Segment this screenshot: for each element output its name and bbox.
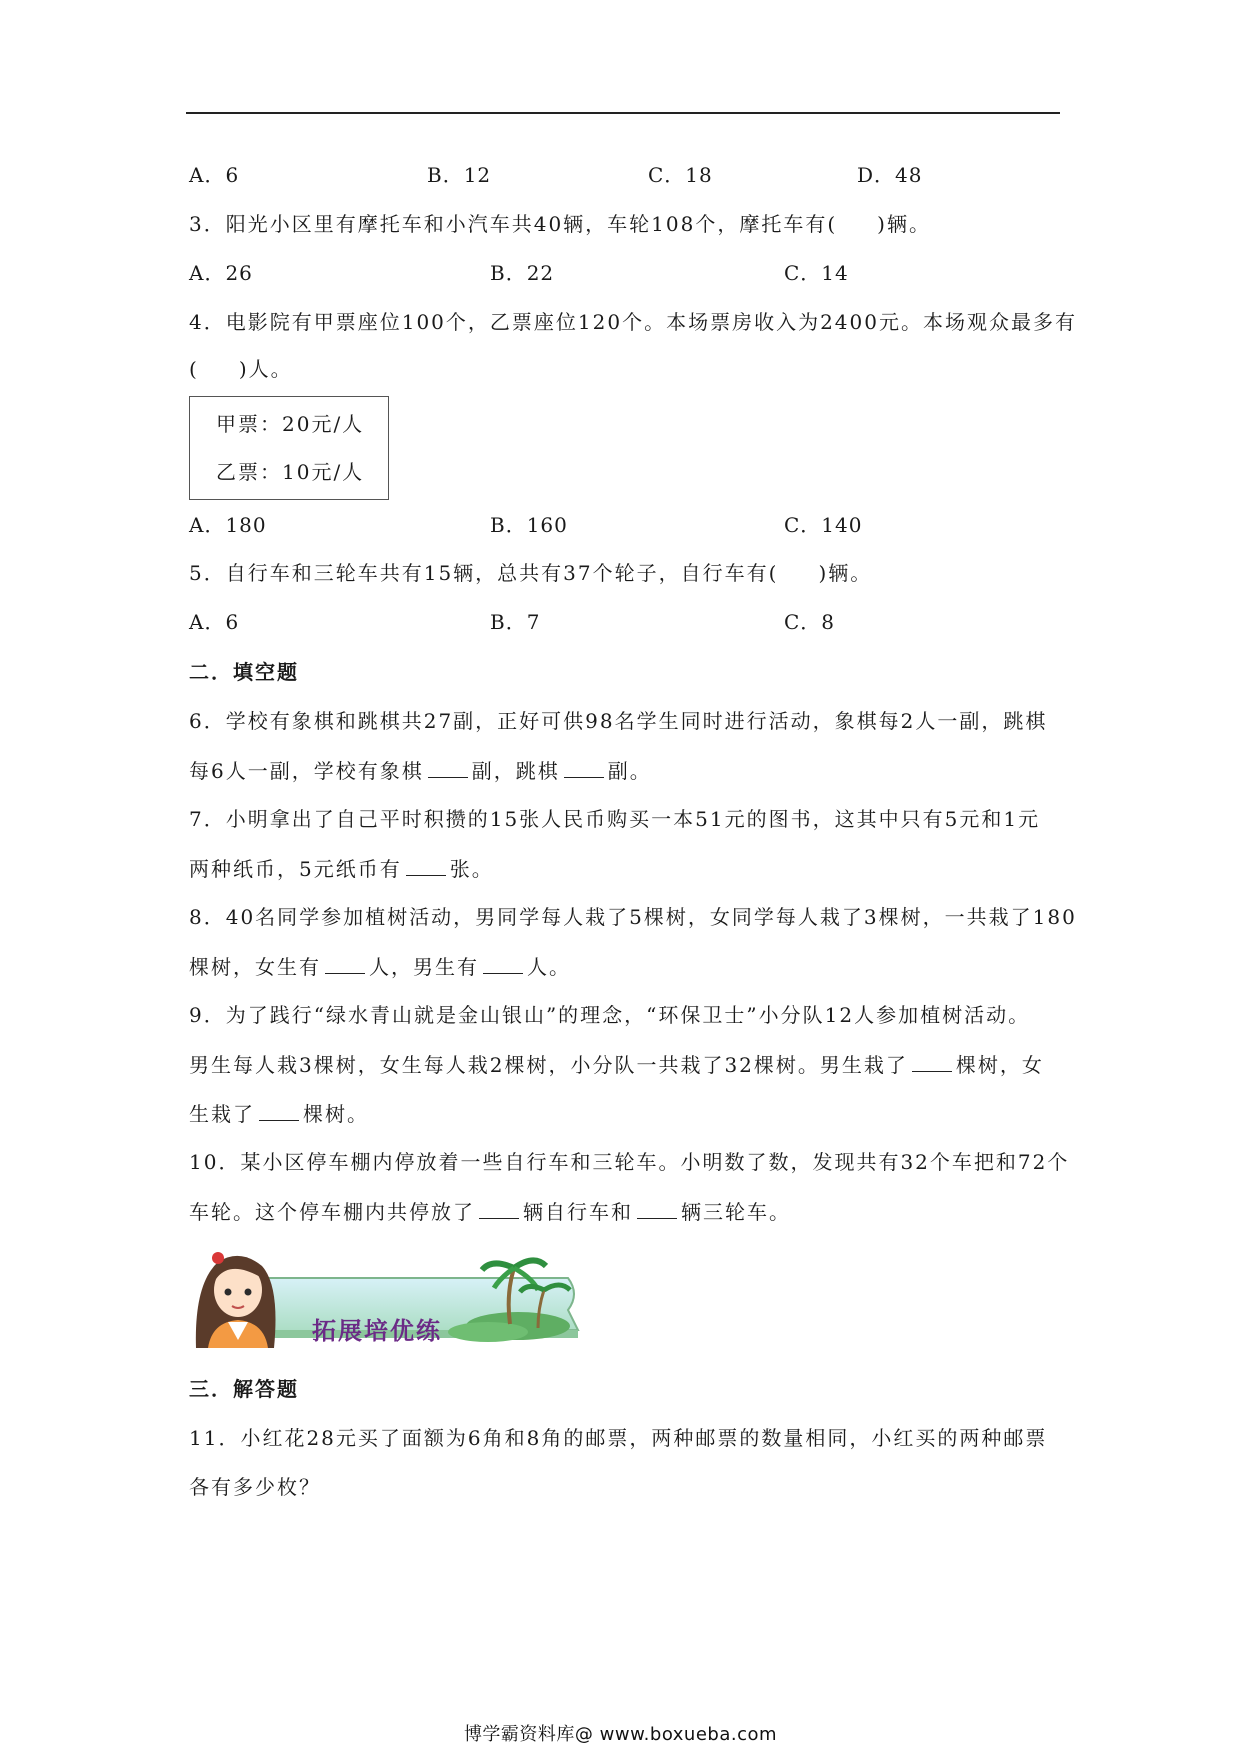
q9-question-line2	[189, 1051, 1044, 1078]
q5-option-c: C．8	[784, 610, 836, 634]
answer-blank[interactable]	[428, 757, 468, 778]
q11-question-line2: 各有多少枚？	[189, 1475, 321, 1499]
q9-question-line1: 9．为了践行“绿水青山就是金山银山”的理念，“环保卫士”小分队12人参加植树活动。	[189, 1003, 1031, 1027]
q10-line2-a: 车轮。这个停车棚内共停放了	[189, 1200, 475, 1224]
q4-option-c: C．140	[784, 513, 863, 537]
q3-option-b: B．22	[490, 261, 555, 285]
q5-question	[189, 560, 872, 586]
q7-line2-b: 张。	[449, 857, 494, 881]
q4-question-line1: 4．电影院有甲票座位100个，乙票座位120个。本场票房收入为2400元。本场观众最多有	[189, 310, 1077, 334]
q3-text-before: 3．阳光小区里有摩托车和小汽车共40辆，车轮108个，摩托车有(	[189, 212, 838, 236]
q9-line3-b: 棵树。	[303, 1102, 369, 1126]
q5-text-before: 5．自行车和三轮车共有15辆，总共有37个轮子，自行车有(	[189, 561, 779, 585]
q9-question-line3	[189, 1100, 369, 1127]
q8-line2-c: 人。	[527, 955, 571, 979]
q10-question-line1: 10．某小区停车棚内停放着一些自行车和三轮车。小明数了数，发现共有32个车把和72个	[189, 1150, 1070, 1174]
q2-option-d: D．48	[857, 163, 923, 187]
q8-question-line1: 8．40名同学参加植树活动，男同学每人栽了5棵树，女同学每人栽了3棵树，一共栽了180	[189, 905, 1077, 929]
q8-question-line2	[189, 953, 571, 980]
q10-line2-b: 辆自行车和	[523, 1200, 633, 1224]
banner-label: 拓展培优练	[312, 1316, 442, 1345]
q9-line3-a: 生栽了	[189, 1102, 255, 1126]
answer-blank[interactable]	[406, 855, 446, 876]
price-ticket-a: 甲票：20元/人	[216, 412, 365, 436]
q3-option-a: A．26	[189, 261, 253, 285]
section-3-title: 三．解答题	[189, 1377, 299, 1401]
q2-option-a: A．6	[189, 163, 240, 187]
q4-option-b: B．160	[490, 513, 568, 537]
q7-question-line1: 7．小明拿出了自己平时积攒的15张人民币购买一本51元的图书，这其中只有5元和1元	[189, 807, 1041, 831]
q11-question-line1: 11．小红花28元买了面额为6角和8角的邮票，两种邮票的数量相同，小红买的两种邮票	[189, 1426, 1048, 1450]
q10-line2-c: 辆三轮车。	[681, 1200, 791, 1224]
q3-text-after: )辆。	[877, 212, 931, 236]
q4-option-a: A．180	[189, 513, 267, 537]
q4-line2-after: )人。	[238, 357, 293, 381]
answer-blank[interactable]	[325, 953, 365, 974]
answer-blank[interactable]	[564, 757, 604, 778]
q10-question-line2	[189, 1198, 791, 1225]
q9-line2-b: 棵树，女	[955, 1053, 1044, 1077]
q3-option-c: C．14	[784, 261, 849, 285]
footer-watermark: 博学霸资料库@ www.boxueba.com	[463, 1724, 778, 1745]
q6-question-line2	[189, 757, 652, 784]
answer-blank[interactable]	[479, 1198, 519, 1219]
answer-blank[interactable]	[912, 1051, 952, 1072]
answer-blank[interactable]	[259, 1100, 299, 1121]
q9-line2-a: 男生每人栽3棵树，女生每人栽2棵树，小分队一共栽了32棵树。男生栽了	[189, 1053, 908, 1077]
q2-option-c: C．18	[648, 163, 713, 187]
q7-line2-a: 两种纸币，5元纸币有	[189, 857, 402, 881]
q5-option-b: B．7	[490, 610, 541, 634]
q6-question-line1: 6．学校有象棋和跳棋共27副，正好可供98名学生同时进行活动，象棋每2人一副，跳棋	[189, 709, 1048, 733]
q6-line2-c: 副。	[607, 759, 652, 783]
section-2-title: 二．填空题	[189, 660, 299, 684]
girl-character-icon	[196, 1252, 276, 1348]
answer-blank[interactable]	[637, 1198, 677, 1219]
q3-question	[189, 211, 931, 237]
answer-blank[interactable]	[483, 953, 523, 974]
q7-question-line2	[189, 855, 494, 882]
q4-question-line2	[189, 356, 293, 382]
q8-line2-a: 棵树，女生有	[189, 955, 321, 979]
ticket-price-box	[189, 396, 389, 500]
q8-line2-b: 人，男生有	[369, 955, 479, 979]
header-rule	[186, 112, 1060, 114]
q6-line2-a: 每6人一副，学校有象棋	[189, 759, 424, 783]
q5-text-after: )辆。	[818, 561, 873, 585]
q5-option-a: A．6	[189, 610, 240, 634]
price-ticket-b: 乙票：10元/人	[216, 460, 365, 484]
q6-line2-b: 副，跳棋	[471, 759, 560, 783]
q4-line2-before: (	[189, 357, 199, 381]
q2-option-b: B．12	[427, 163, 492, 187]
